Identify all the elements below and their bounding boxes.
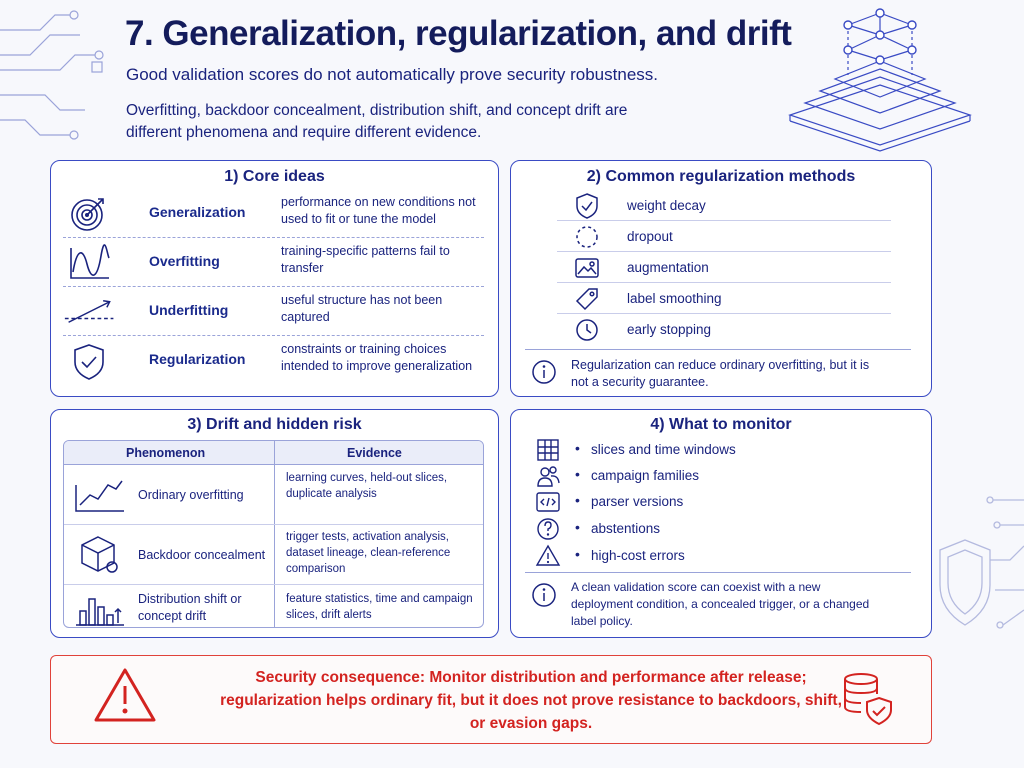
regularization-methods-title: 2) Common regularization methods bbox=[586, 168, 856, 185]
warning-icon bbox=[93, 666, 157, 724]
circuit-decoration-left bbox=[0, 0, 120, 150]
security-consequence-text: Security consequence: Monitor distribution and performance after release; regularization helps ordinary fit, but it does not prove resistance to backdoors, shift, or evasion gaps. bbox=[220, 669, 842, 732]
phenomenon-cell: Ordinary overfitting bbox=[138, 488, 244, 502]
monitor-item bbox=[533, 437, 913, 463]
term-definition: performance on new conditions not used to fit or tune the model bbox=[281, 195, 476, 226]
method-item bbox=[557, 283, 891, 314]
monitor-item bbox=[533, 543, 913, 569]
page-title: 7. Generalization, regularization, and drift bbox=[125, 14, 792, 53]
regularization-note: Regularization can reduce ordinary overfitting, but it is not a security guarantee. bbox=[571, 358, 870, 389]
line-chart-icon bbox=[74, 475, 126, 515]
monitor-label: parser versions bbox=[591, 494, 684, 509]
info-icon bbox=[531, 582, 557, 608]
shield-check-icon bbox=[573, 192, 601, 220]
monitor-item bbox=[533, 463, 913, 489]
core-idea-row bbox=[63, 336, 484, 385]
method-item bbox=[557, 314, 891, 345]
method-item bbox=[557, 221, 891, 252]
term-label: Overfitting bbox=[149, 253, 220, 269]
method-label: weight decay bbox=[627, 198, 706, 213]
clock-icon bbox=[573, 316, 601, 344]
monitor-title: 4) What to monitor bbox=[650, 416, 792, 433]
core-ideas-panel bbox=[50, 160, 499, 397]
method-label: dropout bbox=[627, 229, 673, 244]
bar-chart-icon bbox=[74, 589, 126, 628]
term-definition: constraints or training choices intended to improve generalization bbox=[281, 342, 473, 373]
bullet: • bbox=[575, 440, 580, 456]
people-icon bbox=[535, 463, 561, 489]
drift-panel bbox=[50, 409, 499, 638]
code-icon bbox=[535, 489, 561, 515]
cube-bug-icon bbox=[74, 535, 126, 575]
column-header-phenomenon: Phenomenon bbox=[126, 446, 206, 460]
term-label: Regularization bbox=[149, 351, 246, 367]
evidence-cell: learning curves, held-out slices, duplicate analysis bbox=[286, 472, 448, 500]
regularization-methods-panel bbox=[510, 160, 932, 397]
core-ideas-title: 1) Core ideas bbox=[224, 168, 325, 185]
image-icon bbox=[573, 254, 601, 282]
method-label: augmentation bbox=[627, 260, 709, 275]
core-idea-row bbox=[63, 238, 484, 287]
phenomenon-cell: Distribution shift or concept drift bbox=[138, 592, 242, 623]
method-item bbox=[557, 252, 891, 283]
term-label: Generalization bbox=[149, 204, 246, 220]
tag-icon bbox=[573, 285, 601, 313]
monitor-label: abstentions bbox=[591, 521, 661, 536]
evidence-cell: feature statistics, time and campaign slices, drift alerts bbox=[286, 593, 473, 621]
intro-text: Overfitting, backdoor concealment, distribution shift, and concept drift are different phenomena and require different evidence. bbox=[126, 102, 628, 141]
trend-arrow-icon bbox=[63, 293, 119, 331]
method-label: early stopping bbox=[627, 322, 712, 337]
dashed-circle-icon bbox=[573, 223, 601, 251]
method-item bbox=[557, 190, 891, 221]
target-icon bbox=[67, 195, 111, 233]
monitor-item bbox=[533, 489, 913, 515]
method-label: label smoothing bbox=[627, 291, 722, 306]
table-row bbox=[64, 465, 483, 525]
term-label: Underfitting bbox=[149, 302, 229, 318]
drift-table bbox=[63, 440, 484, 628]
bullet: • bbox=[575, 466, 580, 482]
grid-icon bbox=[535, 437, 561, 463]
table-row bbox=[64, 525, 483, 585]
monitor-item bbox=[533, 516, 913, 542]
wave-curve-icon bbox=[67, 244, 111, 282]
evidence-cell: trigger tests, activation analysis, dataset lineage, clean-reference comparison bbox=[286, 531, 451, 575]
term-definition: useful structure has not been captured bbox=[281, 293, 443, 324]
warning-icon bbox=[535, 543, 561, 569]
shield-check-icon bbox=[67, 342, 111, 380]
layered-network-illustration bbox=[780, 5, 980, 155]
core-idea-row bbox=[63, 189, 484, 238]
security-consequence-banner bbox=[50, 655, 932, 744]
monitor-label: slices and time windows bbox=[591, 442, 736, 457]
monitor-note: A clean validation score can coexist with a new deployment condition, a concealed trigger, or a changed label policy. bbox=[571, 580, 870, 628]
drift-title: 3) Drift and hidden risk bbox=[187, 416, 362, 433]
monitor-label: high-cost errors bbox=[591, 548, 685, 563]
monitor-panel bbox=[510, 409, 932, 638]
question-icon bbox=[535, 516, 561, 542]
database-shield-icon bbox=[839, 670, 895, 728]
phenomenon-cell: Backdoor concealment bbox=[138, 548, 266, 562]
term-definition: training-specific patterns fail to transfer bbox=[281, 244, 450, 275]
bullet: • bbox=[575, 519, 580, 535]
table-row bbox=[64, 585, 483, 628]
core-idea-row bbox=[63, 287, 484, 336]
column-header-evidence: Evidence bbox=[347, 446, 402, 460]
bullet: • bbox=[575, 492, 580, 508]
bullet: • bbox=[575, 546, 580, 562]
info-icon bbox=[531, 359, 557, 385]
monitor-label: campaign families bbox=[591, 468, 700, 483]
page-subtitle: Good validation scores do not automatically prove security robustness. bbox=[126, 65, 658, 84]
shield-circuit-decoration bbox=[935, 480, 1024, 640]
